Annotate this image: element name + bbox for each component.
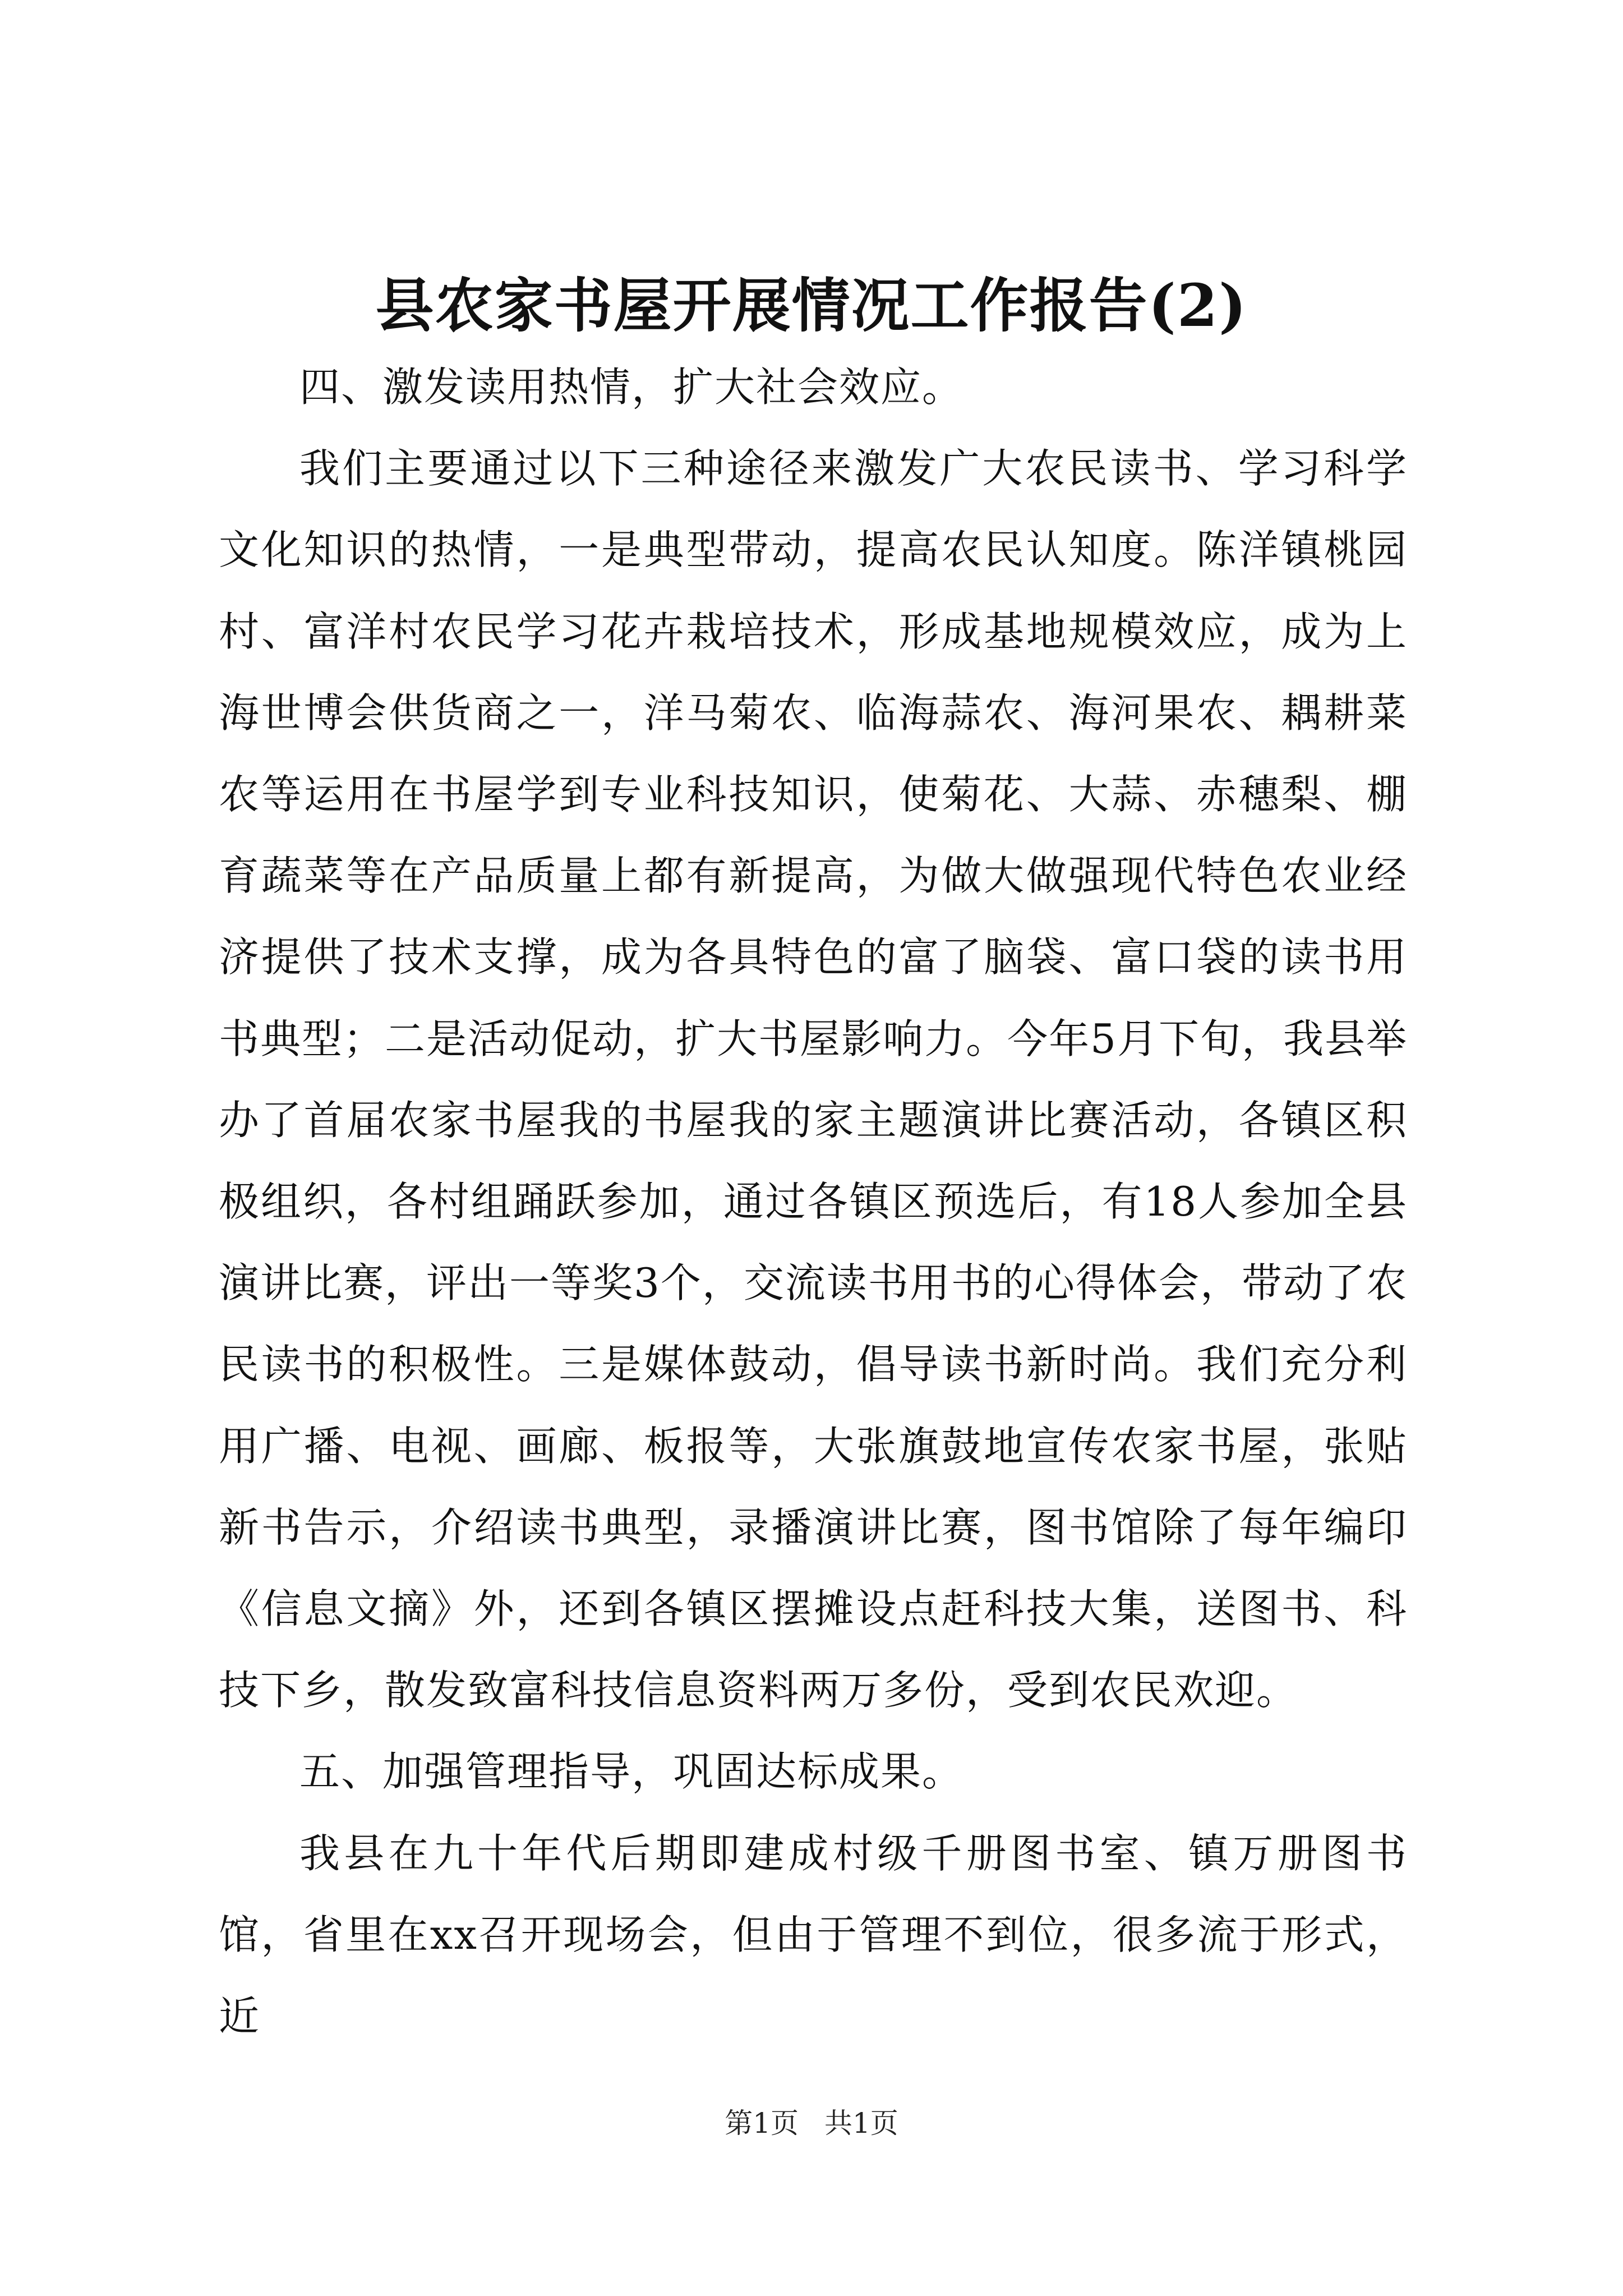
document-title: 县农家书屋开展情况工作报告(2): [375, 271, 1248, 340]
section-heading-four: 四、激发读用热情，扩大社会效应。: [299, 364, 964, 411]
body-paragraph: 我们主要通过以下三种途径来激发广大农民读书、学习科学文化知识的热情，一是典型带动，提高农民认知度。陈洋镇桃园村、富洋村农民学习花卉栽培技术，形成基地规模效应，成为上海世博会供货商之一，洋马菊农、临海蒜农、海河果农、耦耕菜农等运用在书屋学到专业科技知识，使菊花、大蒜、赤穗梨、棚育蔬菜等在产品质量上都有新提高，为做大做强现代特色农业经济提供了技术支撑，成为各具特色的富了脑袋、富口袋的读书用书典型；二是活动促动，扩大书屋影响力。今年5月下旬，我县举办了首届农家书屋我的书屋我的家主题演讲比赛活动，各镇区积极组织，各村组踊跃参加，通过各镇区预选后，有18人参加全县演讲比赛，评出一等奖3个，交流读书用书的心得体会，带动了农民读书的积极性。三是媒体鼓动，倡导读书新时尚。我们充分利用广播、电视、画廊、板报等，大张旗鼓地宣传农家书屋，张贴新书告示，介绍读书典型，录播演讲比赛，图书馆除了每年编印《信息文摘》外，还到各镇区摆摊设点赶科技大集，送图书、科技下乡，散发致富科技信息资料两万多份，受到农民欢迎。: [219, 445, 1408, 1714]
page-number: 第1页: [725, 2107, 799, 2139]
section-heading-five: 五、加强管理指导，巩固达标成果。: [299, 1748, 964, 1796]
body-paragraph: 我县在九十年代后期即建成村级千册图书室、镇万册图书馆，省里在xx召开现场会，但由于管理不到位，很多流于形式，近: [219, 1829, 1408, 2040]
page-footer: [0, 2101, 1623, 2146]
document-body: [219, 347, 1408, 2057]
page-count: 共1页: [824, 2107, 898, 2139]
